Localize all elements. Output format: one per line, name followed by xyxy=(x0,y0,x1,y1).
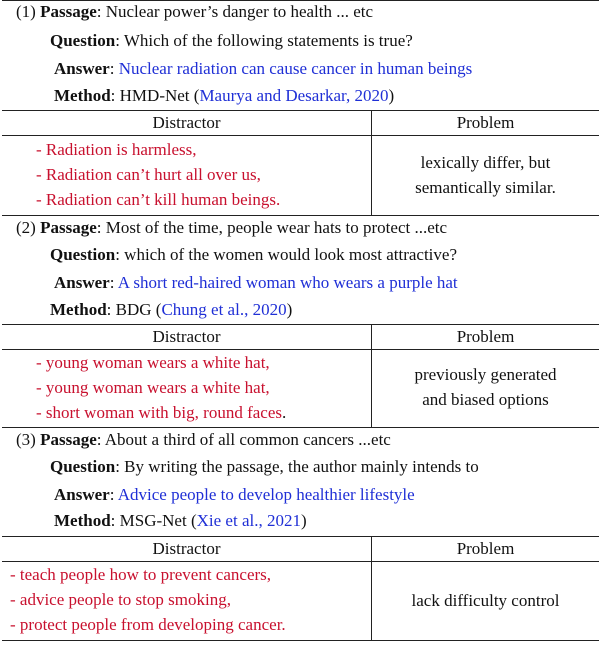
citation-link[interactable]: Xie et al., 2021 xyxy=(196,511,301,530)
problem-cell xyxy=(372,362,599,412)
example-1-answer-line: Answer: Nuclear radiation can cause cancer in human beings xyxy=(54,59,473,78)
passage-text: : About a third of all common cancers ...etc xyxy=(96,430,391,449)
problem-cell xyxy=(372,150,599,200)
distractor-item: - protect people from developing cancer. xyxy=(10,615,286,634)
example-2-grid xyxy=(2,324,599,427)
passage-label: Passage xyxy=(40,218,97,237)
problem-column-header: Problem xyxy=(456,539,515,558)
column-header-row xyxy=(2,111,599,136)
answer-text: Nuclear radiation can cause cancer in human beings xyxy=(118,59,473,78)
distractor-column-header: Distractor xyxy=(152,113,221,132)
passage-label: Passage xyxy=(40,2,97,21)
citation-close: ) xyxy=(286,300,293,319)
question-label: Question xyxy=(50,31,116,50)
example-1-question-line xyxy=(50,30,413,52)
comparison-table xyxy=(2,0,599,641)
column-header-row xyxy=(2,537,599,562)
question-text: : Which of the following statements is true? xyxy=(115,31,413,50)
problem-cell xyxy=(372,588,599,613)
passage-text: : Nuclear power’s danger to health ... etc xyxy=(96,2,374,21)
example-1-header xyxy=(2,1,599,110)
example-number: (1) xyxy=(16,2,36,21)
answer-text: A short red-haired woman who wears a purple hat xyxy=(117,273,458,292)
column-header-row xyxy=(2,325,599,350)
example-1-grid xyxy=(2,110,599,215)
problem-text: lack difficulty control xyxy=(411,591,560,610)
example-1-method-line xyxy=(54,85,394,107)
passage-text: : Most of the time, people wear hats to protect ...etc xyxy=(96,218,448,237)
method-label: Method xyxy=(50,300,107,319)
distractor-item xyxy=(36,401,286,425)
example-3-question-line xyxy=(50,456,479,478)
example-3-method-line xyxy=(54,510,307,532)
example-number: (2) xyxy=(16,218,36,237)
method-label: Method xyxy=(54,511,111,530)
answer-label: Answer xyxy=(54,59,110,78)
distractor-item: - young woman wears a white hat, xyxy=(36,353,270,372)
problem-column-header: Problem xyxy=(456,327,515,346)
method-name: : BDG ( xyxy=(106,300,162,319)
method-name: : HMD-Net ( xyxy=(110,86,200,105)
passage-label: Passage xyxy=(40,430,97,449)
answer-label: Answer xyxy=(54,273,110,292)
method-label: Method xyxy=(54,86,111,105)
answer-label: Answer xyxy=(54,485,110,504)
example-2-answer-line: Answer: A short red-haired woman who wears a purple hat xyxy=(54,273,458,292)
distractor-item: - advice people to stop smoking, xyxy=(10,590,231,609)
example-3-header xyxy=(2,428,599,536)
distractor-item: - Radiation is harmless, xyxy=(36,140,197,159)
distractor-item: - young woman wears a white hat, xyxy=(36,378,270,397)
citation-link[interactable]: Chung et al., 2020 xyxy=(161,300,287,319)
example-number: (3) xyxy=(16,430,36,449)
problem-text: semantically similar. xyxy=(415,178,556,197)
distractor-column-header: Distractor xyxy=(152,539,221,558)
example-2-passage-line xyxy=(16,217,447,239)
distractor-period: . xyxy=(281,403,287,422)
problem-text: lexically differ, but xyxy=(420,153,551,172)
citation-link[interactable]: Maurya and Desarkar, 2020 xyxy=(199,86,389,105)
citation-close: ) xyxy=(388,86,395,105)
example-1-passage-line xyxy=(16,1,373,23)
example-2-question-line xyxy=(50,244,457,266)
table-bottom-rule xyxy=(2,640,599,641)
distractor-item: - Radiation can’t kill human beings. xyxy=(36,190,281,209)
distractor-text: - short woman with big, round faces xyxy=(36,403,282,422)
question-text: : which of the women would look most attractive? xyxy=(115,245,457,264)
question-label: Question xyxy=(50,457,116,476)
citation-close: ) xyxy=(300,511,307,530)
distractor-column-header: Distractor xyxy=(152,327,221,346)
problem-column-header: Problem xyxy=(456,113,515,132)
distractor-item: - Radiation can’t hurt all over us, xyxy=(36,165,261,184)
answer-text: Advice people to develop healthier lifestyle xyxy=(117,485,415,504)
example-3-passage-line xyxy=(16,429,391,451)
method-name: : MSG-Net ( xyxy=(110,511,197,530)
example-3-answer-line: Answer: Advice people to develop healthier lifestyle xyxy=(54,485,415,504)
question-text: : By writing the passage, the author mainly intends to xyxy=(115,457,479,476)
distractor-item: - teach people how to prevent cancers, xyxy=(10,565,272,584)
problem-text: previously generated xyxy=(414,365,557,384)
problem-text: and biased options xyxy=(422,390,549,409)
question-label: Question xyxy=(50,245,116,264)
example-2-header xyxy=(2,216,599,324)
example-3-grid xyxy=(2,536,599,640)
example-2-method-line xyxy=(50,299,292,321)
